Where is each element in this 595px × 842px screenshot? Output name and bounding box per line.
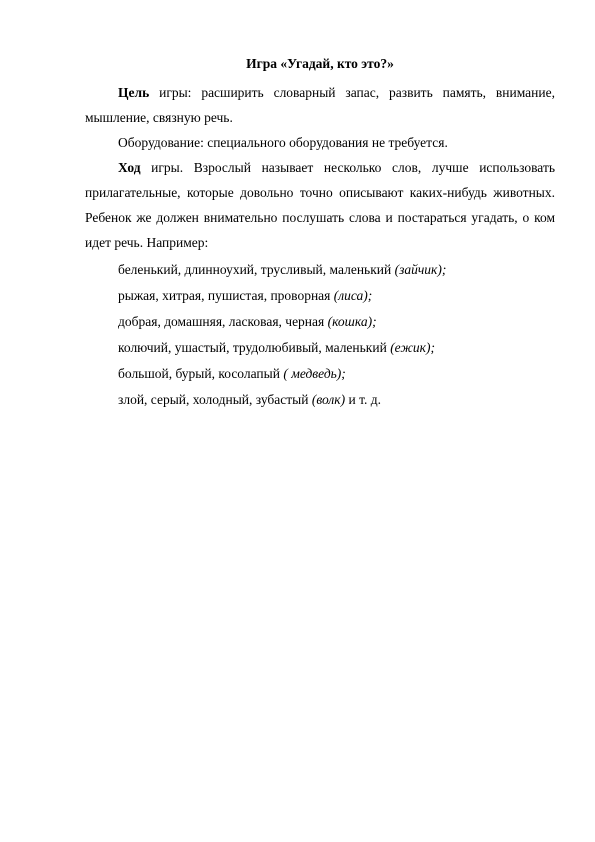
example-answer: (ежик); [390,340,435,355]
goal-text: игры: расширить словарный запас, развить память, внимание, мышление, связную речь. [85,85,555,125]
document-title: Игра «Угадай, кто это?» [246,56,394,71]
example-words: колючий, ушастый, трудолюбивый, маленький [118,340,391,355]
example-words: беленький, длинноухий, трусливый, маленький [118,262,395,277]
example-tail: и т. д. [345,392,381,407]
example-item [118,309,558,335]
example-item [118,361,558,387]
example-answer: (кошка); [327,314,377,329]
goal-paragraph [85,80,555,130]
procedure-paragraph [85,155,555,255]
example-answer: (лиса); [333,288,373,303]
goal-label: Цель [118,85,150,100]
example-words: рыжая, хитрая, пушистая, проворная [118,288,334,303]
examples-list [118,257,558,413]
example-words: добрая, домашняя, ласковая, черная [118,314,328,329]
procedure-label: Ход [118,160,141,175]
example-words: большой, бурый, косолапый [118,366,284,381]
example-item [118,335,558,361]
equipment-paragraph [85,130,555,155]
example-item [118,257,558,283]
example-item [118,387,558,413]
procedure-text: игры. Взрослый называет несколько слов, лучше использовать прилагательные, которые довольно точно описывают каких-нибудь животных. Ребенок же должен внимательно послушать слова и постараться угадать, о ком идет речь. Например: [85,160,555,250]
example-answer: ( медведь); [283,366,346,381]
example-answer: (зайчик); [394,262,447,277]
example-answer: (волк) [311,392,346,407]
example-words: злой, серый, холодный, зубастый [118,392,312,407]
equipment-text: Оборудование: специального оборудования не требуется. [118,135,448,150]
example-item [118,283,558,309]
